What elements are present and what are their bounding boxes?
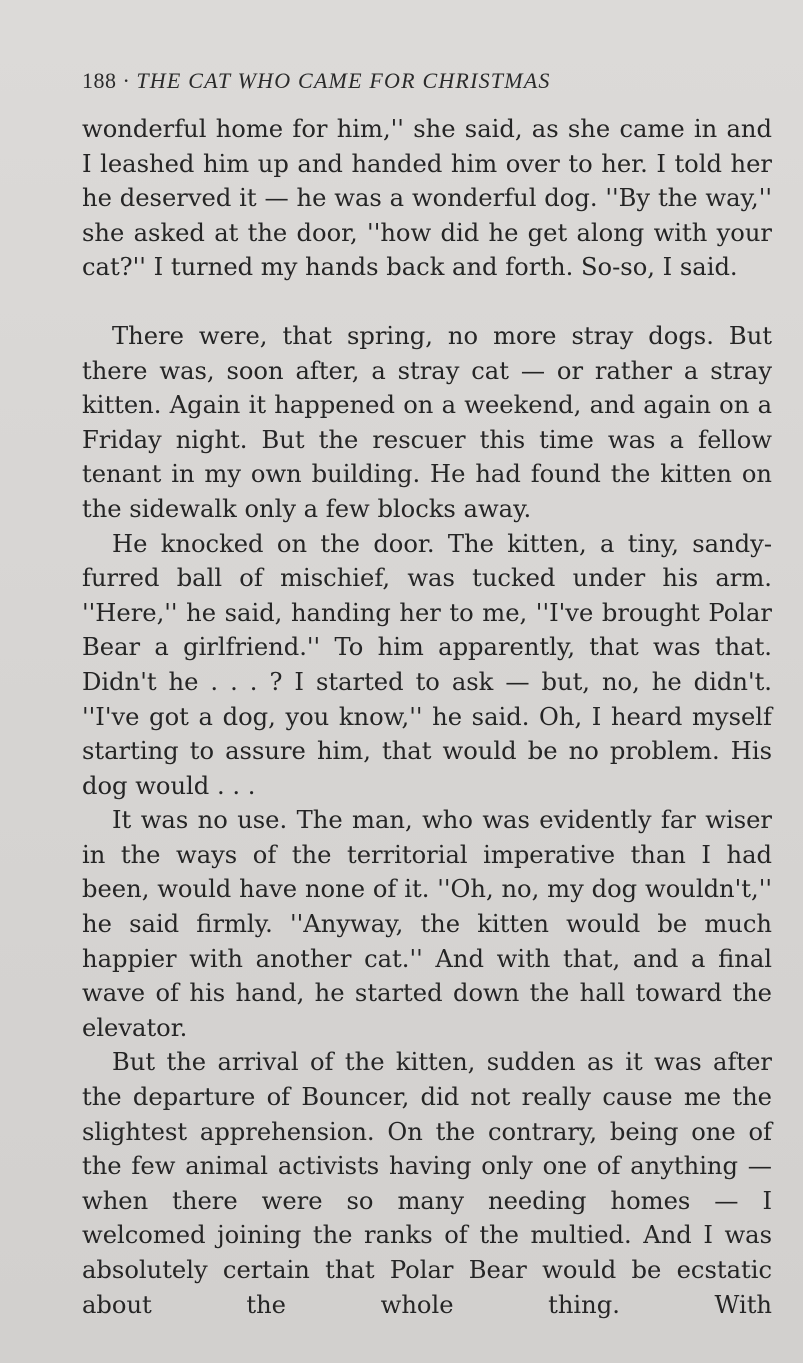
body-text: [82, 112, 772, 1322]
running-head: [82, 68, 551, 94]
paragraph: There were, that spring, no more stray dogs. But there was, soon after, a stray cat — or rather a stray kitten. Again it happened on a weekend, and again on a Friday night. But the rescuer this time was a fellow tenant in my own building. He had found the kitten on the sidewalk only a few blocks away.: [82, 321, 772, 523]
paragraph: It was no use. The man, who was evidently far wiser in the ways of the territorial imperative than I had been, would have none of it. ''Oh, no, my dog wouldn't,'' he said firmly. ''Anyway, the kitten would be much happier with another cat.'' And with that, and a final wave of his hand, he started down the hall toward the elevator.: [82, 806, 772, 1042]
page-number: 188: [82, 68, 117, 93]
paragraph-continued: wonderful home for him,'' she said, as she came in and I leashed him up and handed him over to her. I told her he deserved it — he was a wonderful dog. ''By the way,'' she asked at the door, ''how did he get along with your cat?'' I turned my hands back and forth. So-so, I said.: [82, 115, 772, 282]
paragraph: He knocked on the door. The kitten, a tiny, sandy-furred ball of mischief, was tucked under his arm. ''Here,'' he said, handing her to me, ''I've brought Polar Bear a girlfriend.'' To him apparently, that was that. Didn't he . . . ? I started to ask — but, no, he didn't. ''I've got a dog, you know,'' he said. Oh, I heard myself starting to assure him, that would be no problem. His dog would . . .: [82, 529, 772, 800]
book-title: THE CAT WHO CAME FOR CHRISTMAS: [136, 68, 551, 93]
paragraph: But the arrival of the kitten, sudden as it was after the departure of Bouncer, did not really cause me the slightest apprehension. On the contrary, being one of the few animal activists having only one of anything — when there were so many needing homes — I welcomed joining the ranks of the multied. And I was absolutely certain that Polar Bear would be ecstatic about the whole thing. With: [82, 1048, 772, 1319]
header-separator: ·: [122, 68, 131, 93]
section-break: [82, 285, 772, 319]
